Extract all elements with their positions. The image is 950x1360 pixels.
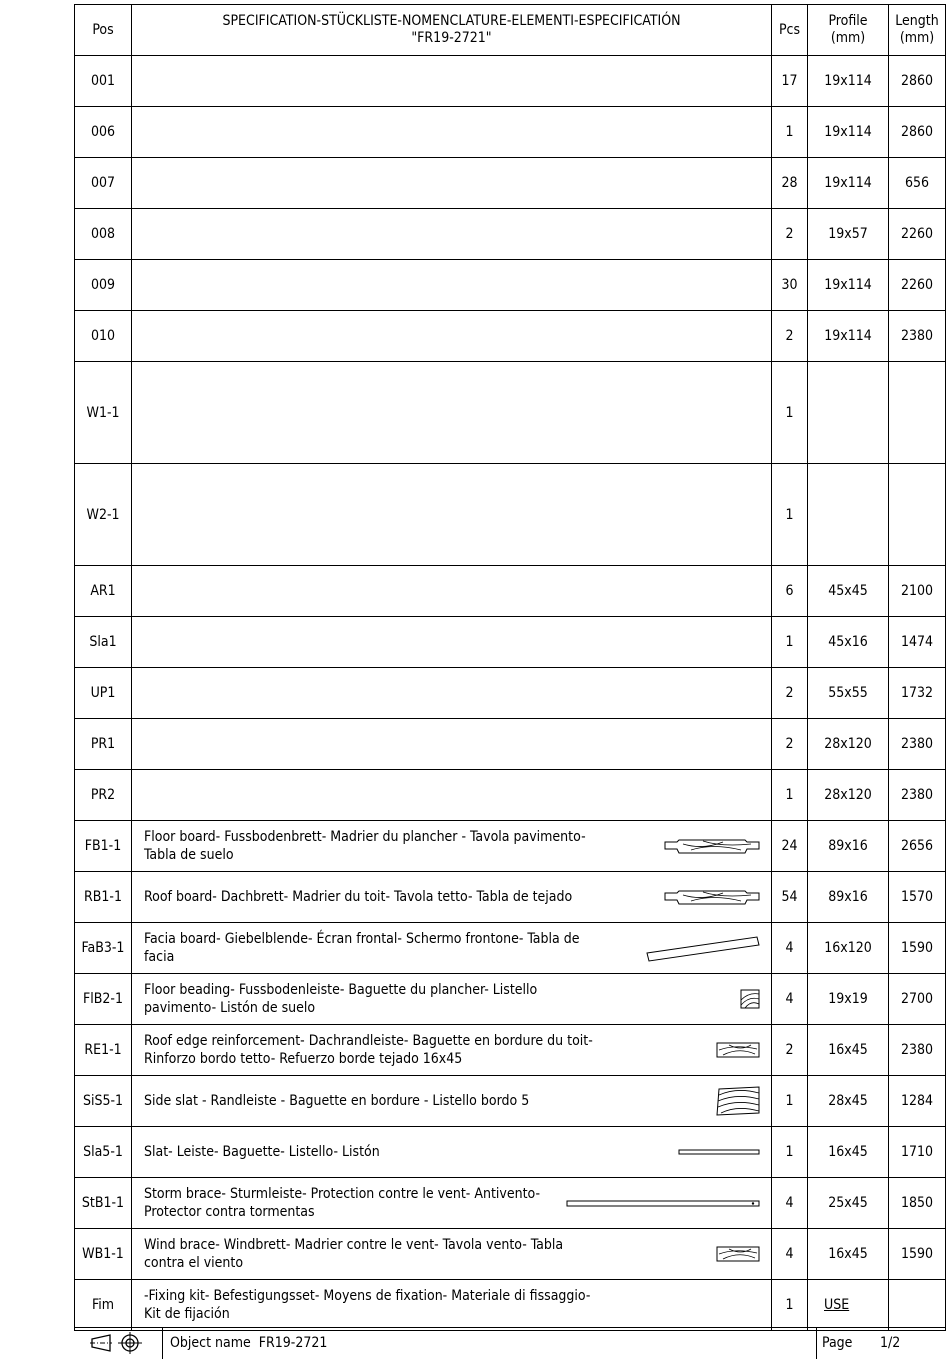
- table-row: [75, 872, 946, 923]
- cell-profile: 55x55: [808, 668, 889, 719]
- cell-length: 2380: [889, 311, 946, 362]
- third-angle-projection-icon: [90, 1332, 142, 1354]
- cell-profile: 19x57: [808, 209, 889, 260]
- cell-pcs: 2: [772, 719, 808, 770]
- cell-profile: 16x120: [808, 923, 889, 974]
- cell-drawing: [132, 1127, 772, 1178]
- cell-length: 1474: [889, 617, 946, 668]
- title-line-1: SPECIFICATION-STÜCKLISTE-NOMENCLATURE-ELEMENTI-ESPECIFICATIÓN: [222, 13, 681, 29]
- table-row: [75, 719, 946, 770]
- cell-pos: 009: [75, 260, 132, 311]
- header-profile: [808, 5, 889, 56]
- cell-profile: 19x19: [808, 974, 889, 1025]
- cell-pos: Fim: [75, 1280, 132, 1331]
- edge-strip-icon: [715, 1040, 761, 1060]
- cell-drawing: [132, 974, 772, 1025]
- cell-pcs: 30: [772, 260, 808, 311]
- table-row: [75, 1127, 946, 1178]
- table-row: [75, 464, 946, 566]
- cell-profile: 16x45: [808, 1229, 889, 1280]
- cell-profile: 28x45: [808, 1076, 889, 1127]
- item-description: Side slat - Randleiste - Baguette en bordure - Listello bordo 5: [144, 1093, 530, 1109]
- cell-profile: 25x45: [808, 1178, 889, 1229]
- cell-drawing: [132, 56, 772, 107]
- cell-drawing: [132, 821, 772, 872]
- tongue-groove-board-icon: [663, 889, 761, 906]
- header-profile-unit: (mm): [830, 30, 866, 46]
- cell-drawing: [132, 209, 772, 260]
- cell-length: 2260: [889, 209, 946, 260]
- cell-drawing: [132, 923, 772, 974]
- beading-section-icon: [739, 988, 761, 1010]
- header-length: [889, 5, 946, 56]
- item-description: Slat- Leiste- Baguette- Listello- Listón: [144, 1144, 380, 1160]
- item-description: Roof edge reinforcement- Dachrandleiste- Baguette en bordure du toit- Rinforzo bordo tetto- Refuerzo borde tejado 16x45: [144, 1033, 593, 1067]
- tongue-groove-board-icon: [663, 838, 761, 855]
- cell-length: 2656: [889, 821, 946, 872]
- cell-profile: 45x45: [808, 566, 889, 617]
- storm-brace-icon: [565, 1199, 761, 1208]
- cell-length: 2260: [889, 260, 946, 311]
- use-label: USE: [824, 1297, 850, 1313]
- cell-profile: 28x120: [808, 719, 889, 770]
- cell-profile: 45x16: [808, 617, 889, 668]
- table-row: [75, 311, 946, 362]
- cell-pos: Sla5-1: [75, 1127, 132, 1178]
- cell-profile: 19x114: [808, 260, 889, 311]
- cell-pos: Sla1: [75, 617, 132, 668]
- table-row: [75, 821, 946, 872]
- header-title: [132, 5, 772, 56]
- cell-profile: 19x114: [808, 107, 889, 158]
- cell-pcs: 24: [772, 821, 808, 872]
- header-length-unit: (mm): [899, 30, 935, 46]
- table-row: [75, 1178, 946, 1229]
- item-description: Storm brace- Sturmleiste- Protection contre le vent- Antivento- Protector contra tormentas: [144, 1186, 541, 1220]
- cell-drawing: [132, 107, 772, 158]
- cell-length: 2860: [889, 56, 946, 107]
- cell-drawing: [132, 1178, 772, 1229]
- cell-profile: 19x114: [808, 158, 889, 209]
- cell-pcs: 2: [772, 668, 808, 719]
- slat-outline: [679, 1150, 759, 1154]
- cell-pos: StB1-1: [75, 1178, 132, 1229]
- slat-bar-icon: [677, 1147, 761, 1157]
- cell-pcs: 4: [772, 1178, 808, 1229]
- cell-pcs: 6: [772, 566, 808, 617]
- cell-length: 2860: [889, 107, 946, 158]
- cell-drawing: [132, 311, 772, 362]
- header-pcs: Pcs: [772, 5, 808, 56]
- cell-pos: RE1-1: [75, 1025, 132, 1076]
- side-slat-section-icon: [715, 1085, 761, 1117]
- cell-profile: 16x45: [808, 1025, 889, 1076]
- cell-pos: RB1-1: [75, 872, 132, 923]
- cell-drawing: [132, 1280, 772, 1331]
- cell-pcs: 54: [772, 872, 808, 923]
- table-row: [75, 158, 946, 209]
- cell-drawing: [132, 464, 772, 566]
- cell-profile: 16x45: [808, 1127, 889, 1178]
- table-row: [75, 923, 946, 974]
- cell-pcs: 4: [772, 1229, 808, 1280]
- cell-pcs: 1: [772, 464, 808, 566]
- cell-profile: 19x114: [808, 56, 889, 107]
- cell-length: [889, 362, 946, 464]
- header-length-label: Length: [895, 13, 939, 29]
- cell-length: 1570: [889, 872, 946, 923]
- table-row: [75, 107, 946, 158]
- cell-pos: W2-1: [75, 464, 132, 566]
- cell-length: 2380: [889, 719, 946, 770]
- table-row: [75, 209, 946, 260]
- cell-pos: FlB2-1: [75, 974, 132, 1025]
- cell-length: 1732: [889, 668, 946, 719]
- cell-pos: SiS5-1: [75, 1076, 132, 1127]
- table-row: [75, 1025, 946, 1076]
- cell-pcs: 1: [772, 362, 808, 464]
- cell-length: 1590: [889, 1229, 946, 1280]
- table-row: [75, 1076, 946, 1127]
- page-divider: [816, 1328, 817, 1359]
- cell-length: 2700: [889, 974, 946, 1025]
- object-name: [170, 1335, 327, 1351]
- cell-profile: 28x120: [808, 770, 889, 821]
- table-row: [75, 1229, 946, 1280]
- cell-drawing: [132, 158, 772, 209]
- cell-drawing: [132, 566, 772, 617]
- cell-profile: 19x114: [808, 311, 889, 362]
- cell-profile: [808, 464, 889, 566]
- cell-pos: 006: [75, 107, 132, 158]
- title-divider: [162, 1328, 163, 1359]
- cell-length: 1710: [889, 1127, 946, 1178]
- table-row: [75, 566, 946, 617]
- cell-pos: PR2: [75, 770, 132, 821]
- specification-table: [74, 4, 946, 1331]
- cell-pos: 007: [75, 158, 132, 209]
- cell-pos: 010: [75, 311, 132, 362]
- cell-pcs: 2: [772, 1025, 808, 1076]
- edge-strip-icon: [715, 1244, 761, 1264]
- cell-pos: FaB3-1: [75, 923, 132, 974]
- item-description: -Fixing kit- Befestigungsset- Moyens de fixation- Materiale di fissaggio- Kit de fijación: [144, 1288, 591, 1322]
- cell-pos: AR1: [75, 566, 132, 617]
- cell-pcs: 1: [772, 107, 808, 158]
- cell-pcs: 1: [772, 1076, 808, 1127]
- cell-pcs: 28: [772, 158, 808, 209]
- cell-pos: 001: [75, 56, 132, 107]
- table-row: [75, 668, 946, 719]
- table-row: [75, 260, 946, 311]
- cell-drawing: [132, 668, 772, 719]
- cell-drawing: [132, 719, 772, 770]
- header-row: [75, 5, 946, 56]
- cell-pos: PR1: [75, 719, 132, 770]
- cell-drawing: [132, 1076, 772, 1127]
- table-row: [75, 362, 946, 464]
- item-description: Facia board- Giebelblende- Écran frontal- Schermo frontone- Tabla de facia: [144, 931, 580, 965]
- cell-pcs: 1: [772, 617, 808, 668]
- cell-pcs: 2: [772, 209, 808, 260]
- table-row: [75, 1280, 946, 1331]
- cell-pcs: 1: [772, 1280, 808, 1331]
- item-description: Floor board- Fussbodenbrett- Madrier du plancher - Tavola pavimento- Tabla de suelo: [144, 829, 586, 863]
- specification-sheet: [74, 4, 945, 1331]
- cell-pcs: 4: [772, 923, 808, 974]
- item-description: Floor beading- Fussbodenleiste- Baguette du plancher- Listello pavimento- Listón de suelo: [144, 982, 538, 1016]
- cell-profile: 89x16: [808, 821, 889, 872]
- cell-pos: 008: [75, 209, 132, 260]
- cell-pcs: 17: [772, 56, 808, 107]
- cell-pcs: 4: [772, 974, 808, 1025]
- cell-pos: WB1-1: [75, 1229, 132, 1280]
- cell-pos: UP1: [75, 668, 132, 719]
- table-row: [75, 56, 946, 107]
- cell-drawing: [132, 1229, 772, 1280]
- cell-profile: [808, 1280, 889, 1331]
- cell-profile: [808, 362, 889, 464]
- header-pos: Pos: [75, 5, 132, 56]
- object-name-label: Object name: [170, 1335, 251, 1351]
- page-number: 1/2: [880, 1335, 901, 1351]
- object-name-value: FR19-2721: [258, 1335, 328, 1351]
- cell-drawing: [132, 872, 772, 923]
- facia-board-icon: [645, 933, 761, 963]
- cell-drawing: [132, 617, 772, 668]
- cell-pos: FB1-1: [75, 821, 132, 872]
- item-description: Wind brace- Windbrett- Madrier contre le vent- Tavola vento- Tabla contra el viento: [144, 1237, 564, 1271]
- cell-length: [889, 1280, 946, 1331]
- cell-length: 656: [889, 158, 946, 209]
- cell-drawing: [132, 770, 772, 821]
- cell-drawing: [132, 260, 772, 311]
- cell-length: 2380: [889, 1025, 946, 1076]
- cell-length: 1850: [889, 1178, 946, 1229]
- cell-pcs: 1: [772, 770, 808, 821]
- title-block: [74, 1327, 945, 1359]
- brace-outline: [567, 1201, 759, 1206]
- cell-length: 1284: [889, 1076, 946, 1127]
- cell-length: 2380: [889, 770, 946, 821]
- cell-length: 1590: [889, 923, 946, 974]
- cell-length: [889, 464, 946, 566]
- table-row: [75, 974, 946, 1025]
- cell-profile: 89x16: [808, 872, 889, 923]
- cell-pcs: 2: [772, 311, 808, 362]
- cell-drawing: [132, 362, 772, 464]
- page-label: Page: [822, 1335, 853, 1351]
- cell-pos: W1-1: [75, 362, 132, 464]
- item-description: Roof board- Dachbrett- Madrier du toit- Tavola tetto- Tabla de tejado: [144, 889, 573, 905]
- cell-drawing: [132, 1025, 772, 1076]
- cell-pcs: 1: [772, 1127, 808, 1178]
- title-line-2: "FR19-2721": [411, 30, 492, 46]
- table-row: [75, 617, 946, 668]
- table-row: [75, 770, 946, 821]
- header-profile-label: Profile: [828, 13, 868, 29]
- cell-length: 2100: [889, 566, 946, 617]
